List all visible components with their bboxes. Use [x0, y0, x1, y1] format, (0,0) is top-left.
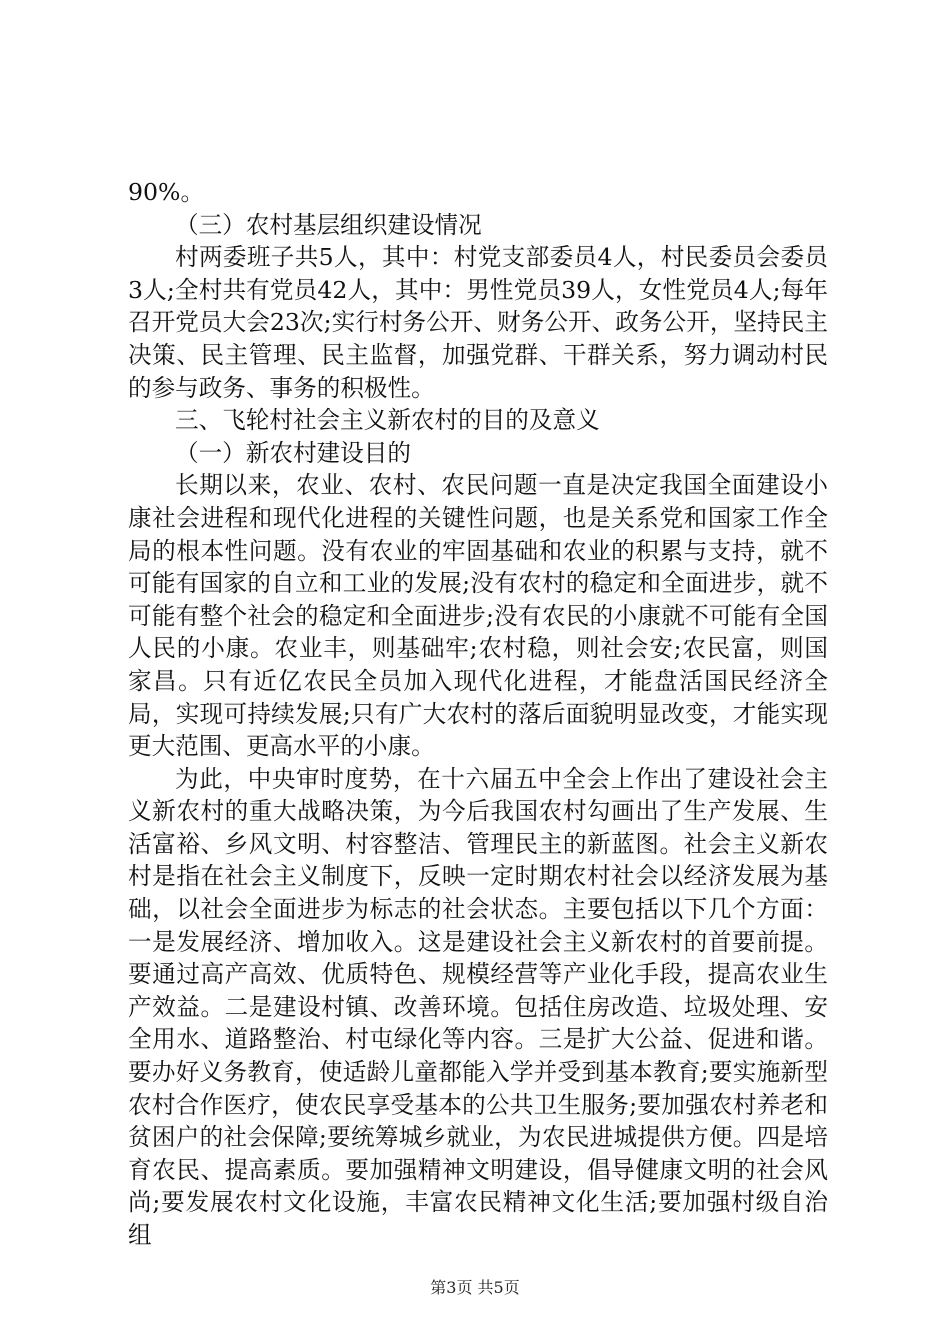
section-heading-rural-organization: （三）农村基层组织建设情况 [175, 210, 482, 239]
document-body [128, 176, 828, 1252]
paragraph-central-decision: 为此，中央审时度势，在十六届五中全会上作出了建设社会主义新农村的重大战略决策，为今后我国农村勾画出了生产发展、生活富裕、乡风文明、村容整洁、管理民主的新蓝图。社会主义新农村是指在社会主义制度下，反映一定时期农村社会以经济发展为基础，以社会全面进步为标志的社会状态。主要包括以下几个方面：一是发展经济、增加收入。这是建设社会主义新农村的首要前提。要通过高产高效、优质特色、规模经营等产业化手段，提高农业生产效益。二是建设村镇、改善环境。包括住房改造、垃圾处理、安全用水、道路整治、村屯绿化等内容。三是扩大公益、促进和谐。要办好义务教育，使适龄儿童都能入学并受到基本教育;要实施新型农村合作医疗，使农民享受基本的公共卫生服务;要加强农村养老和贫困户的社会保障;要统筹城乡就业，为农民进城提供方便。四是培育农民、提高素质。要加强精神文明建设，倡导健康文明的社会风尚;要发展农村文化设施，丰富农民精神文化生活;要加强村级自治组 [128, 764, 828, 1249]
page-footer [0, 1278, 950, 1298]
paragraph-continuation: 90%。 [128, 178, 205, 206]
paragraph-organization-details: 村两委班子共5人，其中：村党支部委员4人，村民委员会委员3人;全村共有党员42人，其中：男性党员39人，女性党员4人;每年召开党员大会23次;实行村务公开、财务公开、政务公开，坚持民主决策、民主管理、民主监督，加强党群、干群关系，努力调动村民的参与政务、事务的积极性。 [128, 243, 828, 402]
page-number-label: 第3页 共5页 [430, 1278, 520, 1297]
paragraph-long-term-issues: 长期以来，农业、农村、农民问题一直是决定我国全面建设小康社会进程和现代化进程的关键性问题，也是关系党和国家工作全局的根本性问题。没有农业的牢固基础和农业的积累与支持，就不可能有国家的自立和工业的发展;没有农村的稳定和全面进步，就不可能有整个社会的稳定和全面进步;没有农民的小康就不可能有全国人民的小康。农业丰，则基础牢;农村稳，则社会安;农民富，则国家昌。只有近亿农民全员加入现代化进程，才能盘活国民经济全局，实现可持续发展;只有广大农村的落后面貌明显改变，才能实现更大范围、更高水平的小康。 [128, 471, 828, 761]
section-heading-purpose-significance: 三、飞轮村社会主义新农村的目的及意义 [175, 406, 600, 435]
subsection-heading-construction-goal: （一）新农村建设目的 [175, 438, 411, 467]
